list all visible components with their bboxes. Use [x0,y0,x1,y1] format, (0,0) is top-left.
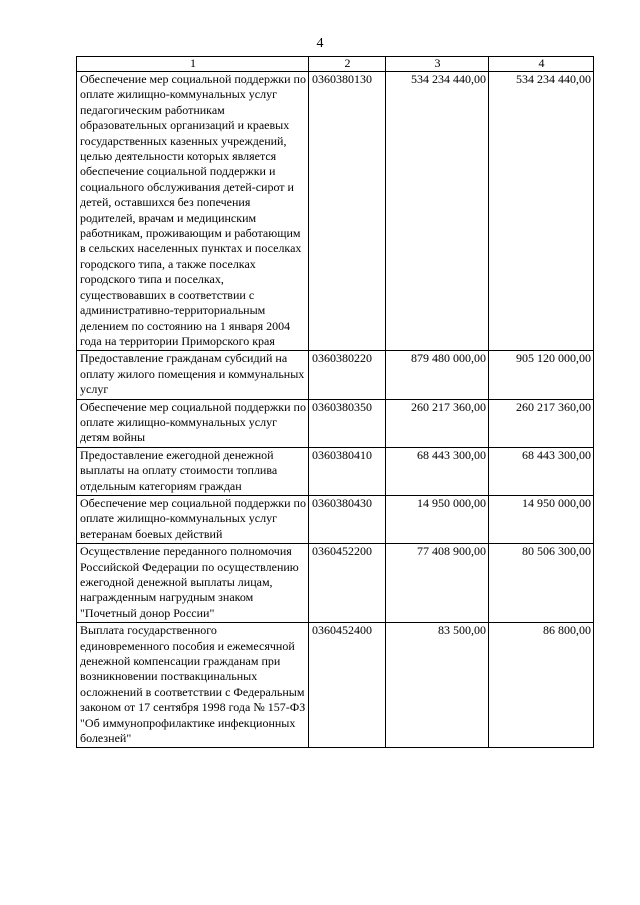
table-row [77,351,594,399]
table-row [77,72,594,351]
row-amount-col4-cell: 68 443 300,00 [489,447,594,495]
budget-table [76,56,594,748]
column-header-3: 3 [386,57,489,72]
row-name-cell: Обеспечение мер социальной поддержки по оплате жилищно-коммунальных услуг детям войны [77,399,309,447]
column-header-1: 1 [77,57,309,72]
column-header-2: 2 [309,57,386,72]
page-number: 4 [316,36,324,51]
row-amount-col3-cell: 14 950 000,00 [386,495,489,543]
row-amount-col3-cell: 879 480 000,00 [386,351,489,399]
row-name-cell: Обеспечение мер социальной поддержки по оплате жилищно-коммунальных услуг ветеранам боевых действий [77,495,309,543]
row-code-cell: 0360452400 [309,623,386,748]
row-amount-col3-cell: 83 500,00 [386,623,489,748]
row-amount-col4-cell: 80 506 300,00 [489,544,594,623]
row-code-cell: 0360380130 [309,72,386,351]
row-amount-col3-cell: 77 408 900,00 [386,544,489,623]
row-amount-col3-cell: 534 234 440,00 [386,72,489,351]
row-name-cell: Выплата государственного единовременного пособия и ежемесячной денежной компенсации гражданам при возникновении поствакцинальных осложнений в соответствии с Федеральным законом от 17 сентября 1998 года № 157-ФЗ "Об иммунопрофилактике инфекционных болезней" [77,623,309,748]
row-amount-col3-cell: 260 217 360,00 [386,399,489,447]
row-code-cell: 0360380350 [309,399,386,447]
row-amount-col4-cell: 86 800,00 [489,623,594,748]
row-amount-col4-cell: 534 234 440,00 [489,72,594,351]
row-code-cell: 0360380220 [309,351,386,399]
row-code-cell: 0360452200 [309,544,386,623]
table-row [77,447,594,495]
column-header-4: 4 [489,57,594,72]
row-amount-col4-cell: 905 120 000,00 [489,351,594,399]
table-row [77,623,594,748]
table-row [77,544,594,623]
row-amount-col4-cell: 260 217 360,00 [489,399,594,447]
row-amount-col3-cell: 68 443 300,00 [386,447,489,495]
row-code-cell: 0360380430 [309,495,386,543]
row-name-cell: Предоставление гражданам субсидий на оплату жилого помещения и коммунальных услуг [77,351,309,399]
table-row [77,399,594,447]
row-name-cell: Предоставление ежегодной денежной выплаты на оплату стоимости топлива отдельным категориям граждан [77,447,309,495]
table-row [77,495,594,543]
row-amount-col4-cell: 14 950 000,00 [489,495,594,543]
row-code-cell: 0360380410 [309,447,386,495]
row-name-cell: Осуществление переданного полномочия Российской Федерации по осуществлению ежегодной денежной выплаты лицам, награжденным нагрудным знаком "Почетный донор России" [77,544,309,623]
row-name-cell: Обеспечение мер социальной поддержки по оплате жилищно-коммунальных услуг педагогическим работникам образовательных организаций и краевых государственных казенных учреждений, целью деятельности которых является обеспечение социальной поддержки и социального обслуживания детей-сирот и детей, оставшихся без попечения родителей, врачам и медицинским работникам, проживающим и работающим в сельских населенных пунктах и поселках городского типа, а также поселках городского типа и поселках, существовавших в соответствии с административно-территориальным делением по состоянию на 1 января 2004 года на территории Приморского края [77,72,309,351]
header-row [77,57,594,72]
